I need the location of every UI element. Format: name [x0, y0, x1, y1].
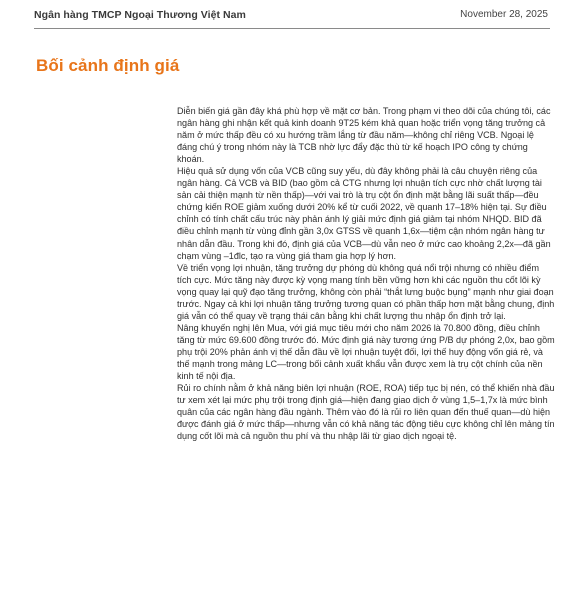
report-date: November 28, 2025	[460, 9, 548, 20]
page-header	[34, 9, 548, 23]
body-text	[177, 105, 555, 442]
paragraph-profit-outlook: Về triển vọng lợi nhuận, tăng trưởng dự phóng dù không quá nổi trội nhưng có nhiều điểm tích cực. Mức tăng này được kỳ vọng mang tính bền vững hơn khi các nguồn thu cốt lõi kỳ vọng quay lại quỹ đạo tăng trưởng, không còn phải “thắt lưng buộc bụng” mạnh như giai đoạn trước. Ngay cả khi lợi nhuận tăng trưởng tương quan có phần thấp hơn mặt bằng chung, định giá vẫn có thể quay về trạng thái cân bằng khi chất lượng thu nhập ổn định trở lại.	[177, 262, 555, 321]
paragraph-recommendation: Nâng khuyến nghị lên Mua, với giá mục tiêu mới cho năm 2026 là 70.800 đồng, điều chỉnh tăng từ mức 69.600 đồng trước đó. Mức định giá này tương ứng P/B dự phóng 2,0x, bao gồm phụ trội 20% phản ánh vị thế dẫn đầu về lợi nhuận tuyệt đối, lợi thế huy động vốn giá rẻ, và thế mạnh trong mảng LC—trong bối cảnh xuất khẩu vẫn được xem là trụ cột chính của nền kinh tế nội địa.	[177, 322, 555, 382]
paragraph-capital-efficiency: Hiệu quả sử dụng vốn của VCB cũng suy yếu, dù đây không phải là câu chuyện riêng của ngân hàng. Cả VCB và BID (bao gồm cả CTG nhưng lợi nhuận tích cực nhờ chất lượng tài sản cải thiện mạnh từ nền thấp)—với vai trò là trụ cột ổn định mặt bằng lãi suất thấp—đều chứng kiến ROE giảm xuống dưới 20% kể từ cuối 2022, về quanh 17–18% hiện tại. Sự điều chỉnh có tính chất cấu trúc này phản ánh lý giải mức định giá giảm tại nhóm NHQD. BID đã điều chỉnh mạnh từ vùng đỉnh gần 3,0x GTSS về quanh 1,6x—tiệm cận nhóm ngân hàng tư nhân dẫn đầu. Trong khi đó, định giá của VCB—dù vẫn neo ở mức cao khoảng 2,2x—đã gần chạm vùng –1đlc, tạo ra vùng giá tham gia hợp lý hơn.	[177, 166, 551, 261]
paragraph-risks: Rủi ro chính nằm ở khả năng biên lợi nhuận (ROE, ROA) tiếp tục bị nén, có thể khiến nhà đầu tư xem xét lại mức phụ trội trong định giá—hiện đang giao dịch ở vùng 1,5–1,7x là mức bình quân của các ngân hàng đầu ngành. Thêm vào đó là rủi ro liên quan đến thuế quan—dù hiện được đánh giá ở mức thấp—nhưng vẫn có khả năng tác động tiêu cực không chỉ lên mảng tín dụng cốt lõi mà cả nguồn thu phí và thu nhập lãi từ giao dịch ngoại tệ.	[177, 383, 555, 442]
paragraph-price-action: Diễn biến giá gần đây khá phù hợp về mặt cơ bản. Trong phạm vi theo dõi của chúng tôi, các ngân hàng ghi nhận kết quả kinh doanh 9T25 kém khả quan hoặc triển vọng tăng trưởng cả năm ở mức thấp đều có xu hướng trầm lắng từ đầu năm—không chỉ riêng VCB. Ngoại lệ đáng chú ý trong nhóm này là TCB nhờ lực đẩy đặc thù từ kế hoạch IPO công ty chứng khoán.	[177, 106, 551, 165]
section-title: Bối cảnh định giá	[36, 56, 180, 75]
header-divider	[34, 28, 550, 29]
bank-name: Ngân hàng TMCP Ngoại Thương Việt Nam	[34, 9, 246, 21]
